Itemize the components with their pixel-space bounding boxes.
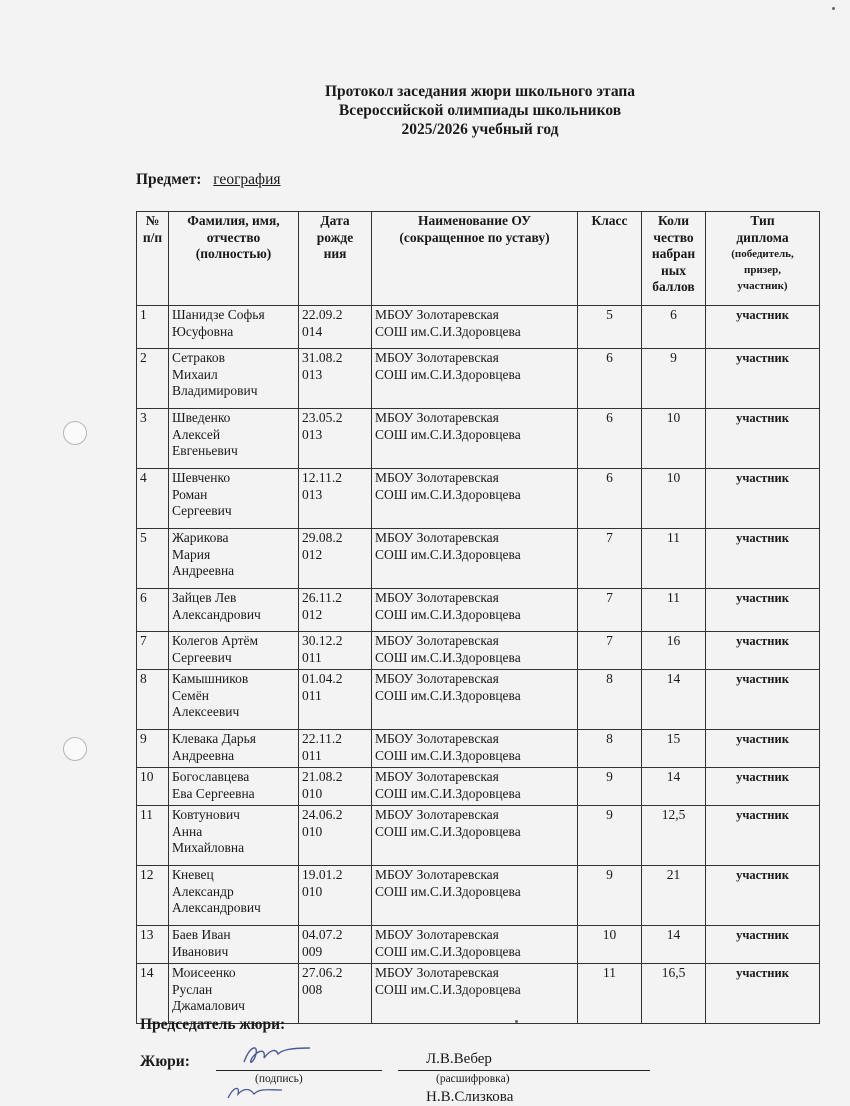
cell-diploma: участник [706,926,820,964]
punch-hole-bottom [63,737,87,761]
cell-name-line: Джамалович [172,998,245,1013]
header-text-line: Коли [657,213,690,228]
cell-diploma: участник [706,632,820,670]
cell-school [372,589,578,632]
cell-date-line: 011 [302,747,322,763]
cell-school-line: СОШ им.С.И.Здоровцева [375,606,521,622]
cell-grade: 5 [578,306,642,349]
cell-school [372,806,578,866]
header-text-line: (сокращенное по уставу) [399,229,550,245]
cell-name-line: Иванович [172,943,229,959]
cell-date [299,670,372,730]
cell-grade: 8 [578,670,642,730]
cell-diploma: участник [706,589,820,632]
cell-date-line: 014 [302,323,323,339]
cell-date-line: 011 [302,649,322,665]
cell-num: 14 [137,964,169,1024]
cell-date-line: 22.11.2 [302,731,342,746]
header-text-line: п/п [142,229,163,245]
cell-diploma: участник [706,306,820,349]
cell-diploma: участник [706,529,820,589]
cell-date-line: 012 [302,606,323,622]
cell-date-line: 012 [302,546,323,562]
cell-name-line: Семён [172,687,209,703]
cell-name-line: Михайловна [172,840,245,855]
cell-school [372,632,578,670]
cell-num: 10 [137,768,169,806]
cell-name-line: Клевака Дарья [172,731,256,746]
cell-name-line: Ева Сергеевна [172,785,255,801]
cell-date [299,589,372,632]
cell-score: 12,5 [642,806,706,866]
col-num-header [137,212,169,306]
cell-date [299,632,372,670]
cell-grade: 11 [578,964,642,1024]
cell-score: 15 [642,730,706,768]
cell-school [372,926,578,964]
cell-num: 12 [137,866,169,926]
cell-date-line: 013 [302,426,323,442]
cell-name-line: Андреевна [172,747,235,763]
col-date-header [299,212,372,306]
cell-num: 3 [137,409,169,469]
cell-name-line: Богославцева [172,769,250,784]
cell-num: 4 [137,469,169,529]
header-text-line: Фамилия, имя, [187,213,280,228]
cell-date [299,529,372,589]
cell-date-line: 26.11.2 [302,590,342,605]
cell-date-line: 010 [302,823,323,839]
cell-diploma: участник [706,806,820,866]
col-school-header [372,212,578,306]
cell-school-line: СОШ им.С.И.Здоровцева [375,366,521,382]
cell-school [372,306,578,349]
cell-name [169,349,299,409]
cell-name [169,866,299,926]
header-text-line: (победитель, [731,248,794,260]
cell-school-line: МБОУ Золотаревская [375,867,499,882]
cell-school-line: МБОУ Золотаревская [375,590,499,605]
cell-school [372,964,578,1024]
cell-date [299,964,372,1024]
cell-grade: 9 [578,866,642,926]
header-text-line: баллов [652,279,695,294]
cell-num: 13 [137,926,169,964]
cell-diploma: участник [706,866,820,926]
col-grade-header [578,212,642,306]
cell-name-line: Александрович [172,606,261,622]
header-text-line: призер, [744,264,781,276]
cell-date [299,926,372,964]
cell-score: 10 [642,469,706,529]
table-row [137,589,820,632]
jury-member-2: Н.В.Слизкова [426,1089,514,1105]
cell-grade: 10 [578,926,642,964]
cell-name-line: Александр [172,883,234,899]
cell-diploma: участник [706,964,820,1024]
cell-num: 11 [137,806,169,866]
cell-num: 1 [137,306,169,349]
cell-num: 2 [137,349,169,409]
cell-school-line: СОШ им.С.И.Здоровцева [375,883,521,899]
cell-date-line: 12.11.2 [302,470,342,485]
cell-name [169,589,299,632]
cell-name [169,806,299,866]
title-line-2: Всероссийской олимпиады школьников [338,102,622,119]
cell-date-line: 22.09.2 [302,307,343,322]
results-table [136,211,820,1024]
cell-num: 9 [137,730,169,768]
header-text-line: чество [653,229,694,245]
cell-school [372,349,578,409]
cell-name-line: Алексей [172,426,221,442]
chair-label: Председатель жюри: [140,1016,286,1033]
col-diploma-header [706,212,820,306]
cell-name-line: Сергеевич [172,503,232,518]
cell-school-line: МБОУ Золотаревская [375,633,499,648]
decode-caption: (расшифровка) [436,1073,510,1085]
header-text-line: ния [323,246,347,261]
cell-name-line: Евгеньевич [172,443,238,458]
cell-school-line: СОШ им.С.И.Здоровцева [375,486,521,502]
cell-school [372,529,578,589]
cell-school [372,768,578,806]
cell-school-line: МБОУ Золотаревская [375,410,499,425]
cell-name [169,730,299,768]
cell-name [169,632,299,670]
cell-date-line: 008 [302,981,323,997]
cell-score: 9 [642,349,706,409]
cell-name-line: Сетраков [172,350,225,365]
table-row [137,632,820,670]
table-row [137,730,820,768]
handwritten-signature-2 [226,1084,286,1100]
cell-school [372,730,578,768]
cell-school-line: МБОУ Золотаревская [375,965,499,980]
cell-date [299,306,372,349]
cell-grade: 7 [578,632,642,670]
cell-score: 14 [642,670,706,730]
header-text-line: № [145,213,160,228]
cell-diploma: участник [706,469,820,529]
header-row [137,212,820,306]
cell-name-line: Руслан [172,981,213,997]
cell-school-line: МБОУ Золотаревская [375,530,499,545]
cell-grade: 6 [578,349,642,409]
decode-line [398,1070,650,1071]
cell-name-line: Владимирович [172,383,258,398]
cell-date-line: 013 [302,366,323,382]
cell-diploma: участник [706,409,820,469]
cell-name [169,529,299,589]
table-row [137,964,820,1024]
table-row [137,926,820,964]
cell-school [372,469,578,529]
cell-name [169,469,299,529]
cell-name-line: Сергеевич [172,649,232,665]
cell-school-line: МБОУ Золотаревская [375,927,499,942]
header-text-line: отчество [206,229,261,245]
cell-date-line: 010 [302,883,323,899]
document-title [130,82,830,139]
cell-school-line: МБОУ Золотаревская [375,671,499,686]
cell-name [169,926,299,964]
table-row [137,670,820,730]
cell-score: 21 [642,866,706,926]
cell-num: 5 [137,529,169,589]
punch-hole-top [63,421,87,445]
cell-date-line: 30.12.2 [302,633,343,648]
cell-date-line: 011 [302,687,322,703]
cell-name-line: Роман [172,486,208,502]
cell-score: 11 [642,529,706,589]
scan-speck [832,7,835,10]
header-text-line: участник) [737,280,788,292]
cell-name-line: Юсуфовна [172,323,234,339]
cell-name [169,670,299,730]
cell-date-line: 27.06.2 [302,965,343,980]
header-text-line: (полностью) [195,246,272,261]
cell-score: 16,5 [642,964,706,1024]
cell-num: 6 [137,589,169,632]
cell-school-line: МБОУ Золотаревская [375,307,499,322]
cell-name-line: Камышников [172,671,249,686]
cell-school-line: СОШ им.С.И.Здоровцева [375,687,521,703]
cell-date-line: 04.07.2 [302,927,343,942]
cell-name-line: Моисеенко [172,965,236,980]
col-score-header [642,212,706,306]
cell-name [169,964,299,1024]
cell-date [299,409,372,469]
cell-date-line: 010 [302,785,323,801]
cell-diploma: участник [706,768,820,806]
cell-score: 6 [642,306,706,349]
cell-name-line: Ковтунович [172,807,240,822]
cell-name-line: Александрович [172,900,261,915]
cell-num: 8 [137,670,169,730]
header-text-line: ных [660,262,687,278]
cell-name-line: Андреевна [172,563,235,578]
cell-grade: 9 [578,806,642,866]
col-name-header [169,212,299,306]
cell-date-line: 01.04.2 [302,671,343,686]
title-line-3: 2025/2026 учебный год [401,121,559,138]
cell-date [299,469,372,529]
cell-score: 14 [642,926,706,964]
cell-name-line: Анна [172,823,203,839]
cell-date [299,806,372,866]
cell-date-line: 21.08.2 [302,769,343,784]
table-row [137,306,820,349]
table-row [137,866,820,926]
cell-date-line: 009 [302,943,323,959]
signature-line [216,1070,382,1071]
cell-school-line: СОШ им.С.И.Здоровцева [375,546,521,562]
subject-value: география [213,171,281,188]
cell-name-line: Шанидзе Софья [172,307,265,322]
cell-school-line: МБОУ Золотаревская [375,807,499,822]
cell-name-line: Жарикова [172,530,229,545]
cell-date-line: 013 [302,486,323,502]
cell-num: 7 [137,632,169,670]
cell-school-line: СОШ им.С.И.Здоровцева [375,981,521,997]
cell-date [299,866,372,926]
header-text-line: диплома [736,229,789,245]
cell-score: 11 [642,589,706,632]
cell-date [299,349,372,409]
cell-school-line: МБОУ Золотаревская [375,470,499,485]
cell-score: 14 [642,768,706,806]
cell-grade: 6 [578,409,642,469]
jury-member-1: Л.В.Вебер [426,1051,492,1067]
cell-school-line: МБОУ Золотаревская [375,769,499,784]
subject-line [136,171,303,189]
cell-name-line: Михаил [172,366,218,382]
cell-school-line: СОШ им.С.И.Здоровцева [375,943,521,959]
cell-school-line: СОШ им.С.И.Здоровцева [375,649,521,665]
subject-label: Предмет: [136,171,202,188]
header-text-line: Класс [591,213,628,228]
header-text-line: рожде [316,229,354,245]
header-text-line: Дата [320,213,350,228]
cell-school [372,866,578,926]
cell-name [169,306,299,349]
cell-diploma: участник [706,349,820,409]
cell-school-line: МБОУ Золотаревская [375,731,499,746]
table-row [137,529,820,589]
cell-date-line: 19.01.2 [302,867,343,882]
cell-name-line: Баев Иван [172,927,231,942]
cell-grade: 9 [578,768,642,806]
cell-grade: 6 [578,469,642,529]
table-row [137,409,820,469]
cell-date [299,768,372,806]
header-text-line: Наименование ОУ [417,213,532,228]
cell-school-line: СОШ им.С.И.Здоровцева [375,747,521,763]
cell-name-line: Колегов Артём [172,633,259,648]
cell-name-line: Алексеевич [172,704,240,719]
cell-school-line: СОШ им.С.И.Здоровцева [375,426,521,442]
cell-name-line: Шевченко [172,470,231,485]
cell-grade: 8 [578,730,642,768]
table-row [137,349,820,409]
header-text-line: Тип [750,213,775,228]
cell-grade: 7 [578,529,642,589]
cell-school [372,409,578,469]
table-row [137,469,820,529]
cell-name [169,768,299,806]
cell-name-line: Зайцев Лев [172,590,237,605]
jury-label: Жюри: [140,1053,190,1070]
cell-diploma: участник [706,730,820,768]
cell-school [372,670,578,730]
cell-date-line: 31.08.2 [302,350,343,365]
cell-school-line: СОШ им.С.И.Здоровцева [375,785,521,801]
cell-school-line: МБОУ Золотаревская [375,350,499,365]
header-text-line: набран [651,246,696,261]
cell-date-line: 23.05.2 [302,410,343,425]
cell-school-line: СОШ им.С.И.Здоровцева [375,323,521,339]
table-row [137,806,820,866]
table-row [137,768,820,806]
title-line-1: Протокол заседания жюри школьного этапа [324,83,636,100]
cell-name-line: Мария [172,546,211,562]
handwritten-signature [240,1040,320,1070]
cell-name [169,409,299,469]
cell-name-line: Кневец [172,867,214,882]
cell-school-line: СОШ им.С.И.Здоровцева [375,823,521,839]
cell-score: 10 [642,409,706,469]
cell-name-line: Шведенко [172,410,231,425]
cell-grade: 7 [578,589,642,632]
signature-caption: (подпись) [255,1073,303,1085]
cell-date-line: 24.06.2 [302,807,343,822]
cell-date-line: 29.08.2 [302,530,343,545]
cell-diploma: участник [706,670,820,730]
cell-score: 16 [642,632,706,670]
cell-date [299,730,372,768]
